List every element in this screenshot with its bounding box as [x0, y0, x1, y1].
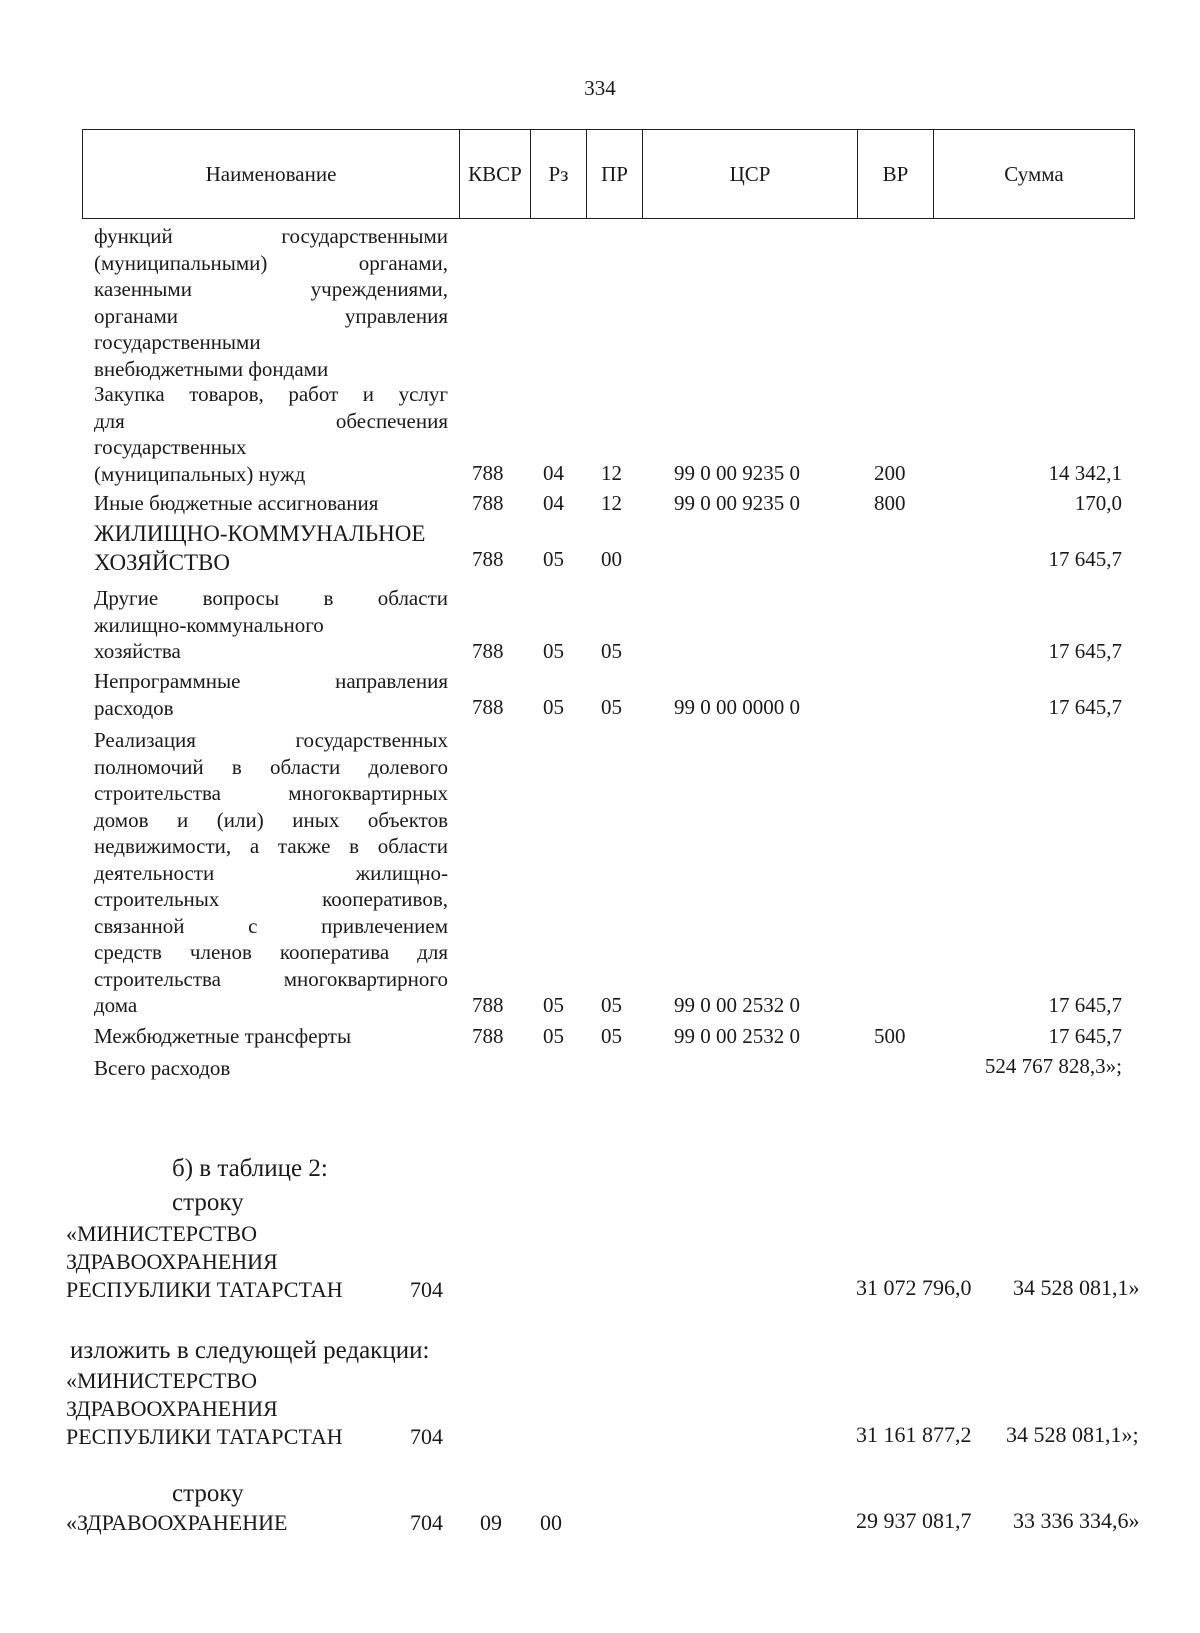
row-kvsr: 788 — [472, 491, 504, 515]
row-name — [94, 668, 448, 721]
new-row-name-line: «МИНИСТЕРСТВО — [66, 1368, 257, 1393]
row-kvsr: 788 — [472, 993, 504, 1017]
row-csr: 99 0 00 9235 0 — [674, 461, 800, 485]
section-line: строку — [172, 1480, 244, 1507]
row-vr: 200 — [874, 461, 906, 485]
row-name-line: Закупка товаров, работ и услуг — [94, 382, 448, 406]
row-pr: 12 — [601, 491, 622, 515]
new-row-val1: 31 161 877,2 — [856, 1422, 972, 1447]
replace-text: изложить в следующей редакции: — [70, 1337, 430, 1364]
row-sum: 17 645,7 — [1048, 993, 1122, 1017]
row-vr: 800 — [874, 491, 906, 515]
row-pr: 00 — [601, 547, 622, 571]
row-name — [94, 490, 448, 517]
row-pr: 05 — [601, 639, 622, 663]
new-row-code: 704 — [410, 1424, 443, 1449]
row-csr: 99 0 00 0000 0 — [674, 695, 800, 719]
header-vr: ВР — [882, 162, 909, 186]
row-name-line: внебюджетными фондами — [94, 356, 329, 381]
old-row-name-line: РЕСПУБЛИКИ ТАТАРСТАН — [66, 1277, 343, 1302]
health-row-name: «ЗДРАВООХРАНЕНИЕ — [66, 1510, 288, 1535]
row-name — [94, 223, 448, 382]
row-sum: 17 645,7 — [1048, 695, 1122, 719]
row-vr: 500 — [874, 1024, 906, 1048]
row-csr: 99 0 00 2532 0 — [674, 1024, 800, 1048]
old-row-name-line: «МИНИСТЕРСТВО — [66, 1221, 257, 1246]
row-rz: 05 — [543, 547, 564, 571]
row-csr: 99 0 00 9235 0 — [674, 491, 800, 515]
row-name — [94, 727, 448, 1019]
old-row-val1: 31 072 796,0 — [856, 1275, 972, 1300]
row-kvsr: 788 — [472, 695, 504, 719]
health-row-val1: 29 937 081,7 — [856, 1508, 972, 1533]
section-line: строку — [172, 1189, 244, 1216]
section-heading: б) в таблице 2: — [172, 1155, 328, 1182]
header-pr: ПР — [601, 162, 628, 186]
row-pr: 05 — [601, 1024, 622, 1048]
row-name-line: хозяйства — [94, 639, 181, 663]
page-number: 334 — [584, 76, 616, 100]
row-name-line: расходов — [94, 695, 174, 720]
row-name-line: недвижимости, а также в области — [94, 834, 448, 858]
table-header — [82, 129, 1135, 219]
row-name-line: Иные бюджетные ассигнования — [94, 491, 379, 515]
row-kvsr: 788 — [472, 639, 504, 663]
row-name-line: средств членов кооператива для — [94, 940, 448, 964]
row-sum: 17 645,7 — [1048, 1024, 1122, 1048]
row-name — [94, 585, 448, 665]
row-name-line: связанной с привлечением — [94, 913, 448, 938]
row-rz: 04 — [543, 491, 564, 515]
row-name-line: домов и (или) иных объектов — [94, 807, 448, 832]
total-label — [94, 1055, 448, 1082]
row-csr: 99 0 00 2532 0 — [674, 993, 800, 1017]
old-row-val2: 34 528 081,1» — [1013, 1275, 1140, 1300]
row-name-line: Межбюджетные трансферты — [94, 1024, 352, 1048]
row-name-line: строительства многоквартирных — [94, 781, 448, 805]
old-row-code: 704 — [410, 1277, 443, 1302]
row-rz: 05 — [543, 993, 564, 1017]
row-pr: 05 — [601, 993, 622, 1017]
old-row-name-line: ЗДРАВООХРАНЕНИЯ — [66, 1249, 278, 1274]
new-row-val2: 34 528 081,1»; — [1006, 1422, 1139, 1447]
row-pr: 12 — [601, 461, 622, 485]
row-name-line: Реализация государственных — [94, 728, 448, 752]
row-name-line: ЖИЛИЩНО-КОММУНАЛЬНОЕ — [94, 521, 426, 546]
header-csr: ЦСР — [729, 162, 771, 186]
header-rz: Рз — [548, 162, 569, 186]
row-name-line: Другие вопросы в области — [94, 586, 448, 610]
row-name-line: (муниципальными) органами, — [94, 250, 448, 275]
row-name — [94, 381, 448, 487]
header-kvsr: КВСР — [468, 162, 522, 186]
header-sum: Сумма — [1004, 162, 1064, 186]
row-name — [94, 1023, 448, 1050]
header-name: Наименование — [205, 162, 337, 186]
health-row-pr: 00 — [540, 1510, 562, 1535]
row-name-line: казенными учреждениями, — [94, 277, 448, 301]
row-sum: 14 342,1 — [1048, 461, 1122, 485]
row-name-line: функций государственными — [94, 224, 448, 248]
row-name-line: дома — [94, 993, 138, 1017]
health-row-code: 704 — [410, 1510, 443, 1535]
row-rz: 05 — [543, 695, 564, 719]
row-kvsr: 788 — [472, 547, 504, 571]
row-name-line: органами управления — [94, 303, 448, 328]
total-sum: 524 767 828,3»; — [984, 1054, 1122, 1078]
row-name-line: деятельности жилищно- — [94, 860, 448, 885]
row-name-line: ХОЗЯЙСТВО — [94, 550, 230, 575]
row-name-line: строительства многоквартирного — [94, 966, 448, 991]
row-name — [94, 519, 448, 577]
row-name-line: (муниципальных) нужд — [94, 461, 306, 486]
row-name-line: государственными — [94, 330, 261, 354]
row-name-line: Всего расходов — [94, 1056, 231, 1080]
row-name-line: Непрограммные направления — [94, 669, 448, 693]
new-row-name-line: РЕСПУБЛИКИ ТАТАРСТАН — [66, 1424, 343, 1449]
row-name-line: государственных — [94, 435, 247, 459]
row-rz: 05 — [543, 639, 564, 663]
health-row-val2: 33 336 334,6» — [1013, 1508, 1140, 1533]
row-name-line: жилищно-коммунального — [94, 612, 324, 637]
row-rz: 05 — [543, 1024, 564, 1048]
row-sum: 17 645,7 — [1048, 639, 1122, 663]
row-sum: 170,0 — [1074, 491, 1122, 515]
row-rz: 04 — [543, 461, 564, 485]
health-row-rz: 09 — [480, 1510, 502, 1535]
row-kvsr: 788 — [472, 461, 504, 485]
row-sum: 17 645,7 — [1048, 547, 1122, 571]
row-name-line: строительных кооперативов, — [94, 887, 448, 911]
row-kvsr: 788 — [472, 1024, 504, 1048]
new-row-name-line: ЗДРАВООХРАНЕНИЯ — [66, 1396, 278, 1421]
row-pr: 05 — [601, 695, 622, 719]
row-name-line: для обеспечения — [94, 408, 448, 433]
row-name-line: полномочий в области долевого — [94, 754, 448, 779]
